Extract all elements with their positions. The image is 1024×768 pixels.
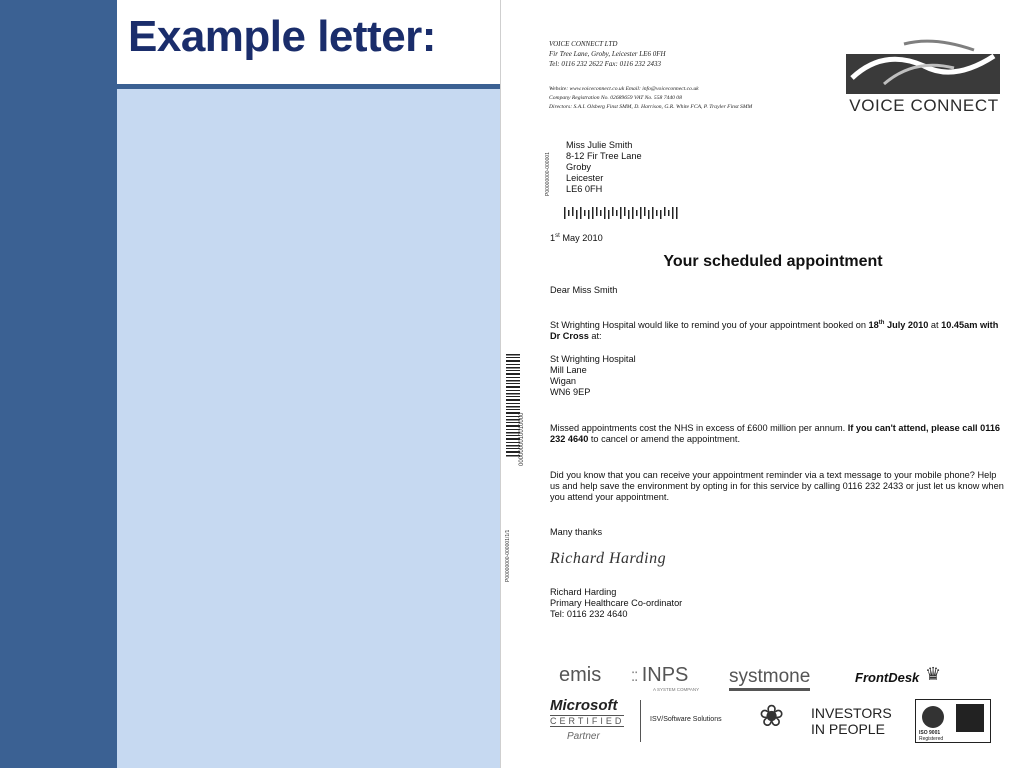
p1-date: 18 (868, 320, 879, 331)
side-reference-code-bottom: P00000000-000001/1/1 (505, 529, 511, 582)
letter-image (500, 0, 1024, 768)
p2-text: Missed appointments cost the NHS in excess of £600 million per annum. (550, 423, 848, 433)
signer-title: Primary Healthcare Co-ordinator (550, 598, 683, 608)
ukas-mark-icon (956, 704, 984, 732)
emis-logo: emis (559, 664, 602, 686)
p1-doctor: Dr Cross (550, 331, 589, 342)
iso-seal-icon (922, 706, 944, 728)
p1-with: with (977, 320, 999, 331)
systmone-logo: systmone (729, 666, 810, 691)
side-barcode-digits: 0000000010010000 (519, 412, 525, 466)
letter-date (550, 231, 603, 244)
date-day: 1 (550, 233, 556, 244)
date-suffix: st (555, 233, 560, 239)
frontdesk-crest-icon: ♛ (925, 664, 942, 684)
inps-wordmark: INPS (641, 664, 689, 686)
company-registration: Company Registration No. 02689659 VAT No. 558 7440 08 (549, 95, 682, 101)
p2-call-instruction: If you can't attend, please call 0116 232 4640 (550, 423, 1001, 444)
address-line: LE6 0FH (566, 184, 603, 194)
company-name: VOICE CONNECT LTD (549, 40, 618, 48)
address-line: WN6 9EP (550, 387, 591, 397)
missed-appointments-paragraph (550, 423, 1005, 445)
postal-barcode (564, 205, 684, 221)
p1-date-rest: July 2010 (884, 320, 929, 331)
p1-text: St Wrighting Hospital would like to remind you of your appointment booked on (550, 320, 869, 331)
iso-9001-badge (915, 699, 991, 743)
address-line: Mill Lane (550, 365, 587, 375)
side-reference-code: P00000000-000001 (545, 152, 551, 196)
address-line: Wigan (550, 376, 577, 386)
p2-text-end: to cancel or amend the appointment. (588, 434, 741, 444)
company-phone: Tel: 0116 232 2622 Fax: 0116 232 2433 (549, 60, 662, 68)
p1-text-mid: at (928, 320, 942, 331)
microsoft-certified: CERTIFIED (550, 716, 625, 726)
appointment-paragraph (550, 318, 1005, 342)
address-line: Groby (566, 162, 592, 172)
microsoft-logo: Microsoft (550, 697, 618, 714)
company-address: Fir Tree Lane, Groby, Leicester LE6 0FH (549, 50, 666, 58)
slide-left-sidebar (0, 0, 117, 768)
address-line: Leicester (566, 173, 604, 183)
inps-subtitle: A SYSTEM COMPANY (653, 687, 700, 692)
handwritten-signature: Richard Harding (550, 550, 667, 567)
sign-off: Many thanks (550, 527, 603, 537)
salutation: Dear Miss Smith (550, 285, 618, 295)
investors-wreath-icon: ❀ (759, 700, 785, 733)
recipient-address (566, 140, 642, 195)
p1-date-suffix: th (878, 320, 885, 326)
frontdesk-logo: FrontDesk (855, 670, 920, 685)
p1-time: 10.45am (941, 320, 978, 331)
logo-divider (640, 700, 641, 742)
address-line: St Wrighting Hospital (550, 354, 636, 364)
address-line: Miss Julie Smith (566, 140, 633, 150)
text-reminder-paragraph: Did you know that you can receive your appointment reminder via a text message to your mobile phone? Help us and help save the environment by opting in for this service by calling 0116 232 2433 or just let us know when you attend your appointment. (550, 470, 1004, 502)
logo-wordmark: VOICE CONNECT (849, 96, 999, 115)
investors-line-1: INVESTORS (811, 705, 892, 721)
microsoft-partner: Partner (567, 731, 600, 742)
date-rest: May 2010 (559, 233, 603, 244)
address-line: 8-12 Fir Tree Lane (566, 151, 642, 161)
letter-heading: Your scheduled appointment (663, 253, 883, 270)
hospital-address (550, 354, 636, 398)
signer-phone: Tel: 0116 232 4640 (550, 609, 628, 619)
content-panel (117, 89, 500, 768)
investors-in-people-logo (811, 705, 892, 737)
slide-title: Example letter: (128, 12, 436, 61)
isv-solutions-label: ISV/Software Solutions (650, 716, 722, 723)
p1-text-end: at: (588, 331, 602, 342)
iso-label: ISO 9001 (919, 730, 941, 736)
iso-registered-label: Registered (919, 736, 944, 742)
signer-name: Richard Harding (550, 587, 617, 597)
company-directors: Directors: S.A.I. Olsberg Finst SMM, D. Harrison, G.R. White FCA, P. Trayler Finst SMM (549, 104, 753, 110)
company-website: Website: www.voiceconnect.co.uk Email: info@voiceconnect.co.uk (549, 86, 699, 92)
inps-dots-icon: ⁚⁚ (631, 669, 638, 684)
signer-block (550, 587, 682, 620)
inps-logo (631, 664, 699, 692)
investors-line-2: IN PEOPLE (811, 721, 885, 737)
